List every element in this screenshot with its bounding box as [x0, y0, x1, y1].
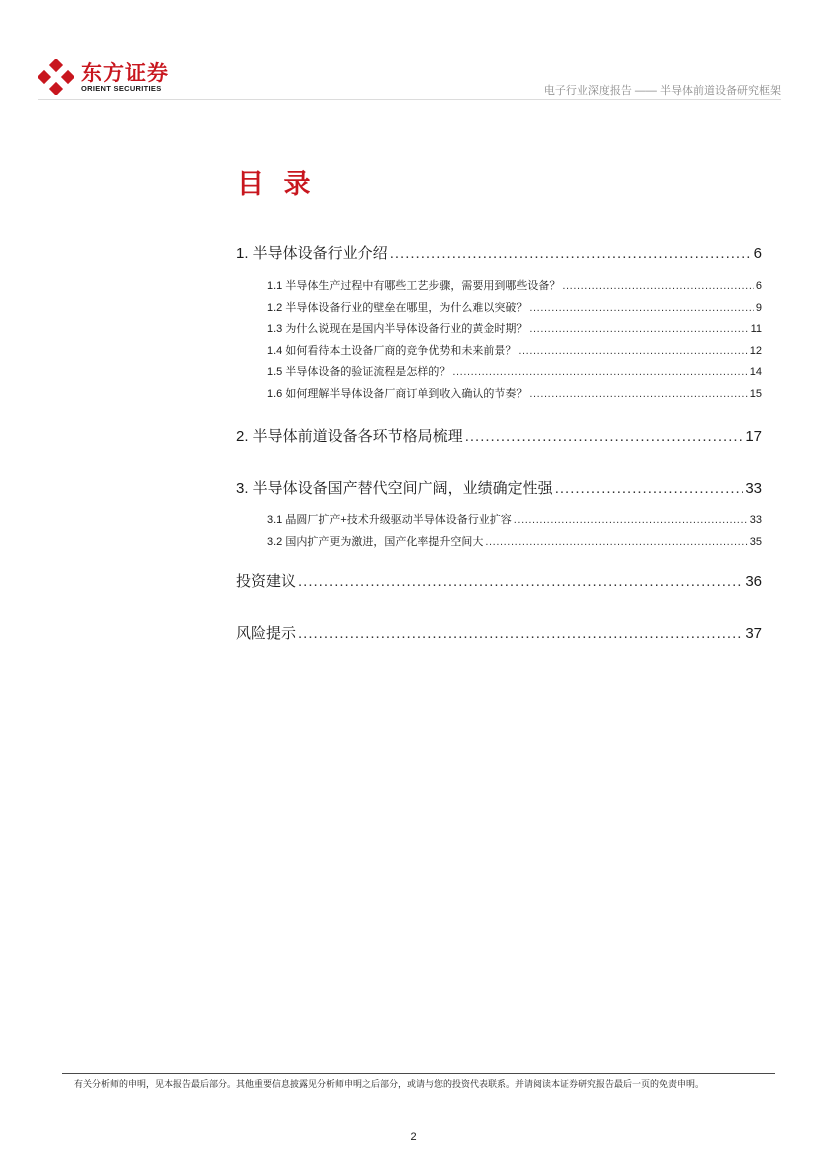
toc-page-number: 12	[749, 345, 762, 357]
toc-entry-1-3[interactable]	[267, 320, 762, 336]
header-divider	[38, 99, 781, 100]
toc-leader	[452, 366, 747, 378]
toc-entry-text: 1.1 半导体生产过程中有哪些工艺步骤，需要用到哪些设备？	[267, 280, 561, 292]
toc-entry-risk-warning[interactable]	[236, 622, 762, 643]
toc-entry-3[interactable]	[236, 477, 762, 498]
toc-entry-3-1[interactable]	[267, 511, 762, 527]
toc-entry-text: 1.6 如何理解半导体设备厂商订单到收入确认的节奏？	[267, 388, 528, 400]
toc-entry-text: 2. 半导体前道设备各环节格局梳理	[236, 428, 463, 445]
toc-entry-text: 3.1 晶圆厂扩产+技术升级驱动半导体设备行业扩容	[267, 514, 512, 526]
toc-entry-text: 3.2 国内扩产更为激进，国产化率提升空间大	[267, 536, 484, 548]
toc-leader	[298, 573, 743, 590]
toc-page-number: 9	[755, 302, 762, 314]
toc-entry-1-2[interactable]	[267, 299, 762, 315]
toc-entry-3-2[interactable]	[267, 533, 762, 549]
logo-english-name: ORIENT SECURITIES	[81, 84, 162, 93]
toc-heading: 目 录	[237, 169, 317, 199]
toc-entry-text: 3. 半导体设备国产替代空间广阔，业绩确定性强	[236, 480, 553, 497]
footer-disclaimer: 有关分析师的申明，见本报告最后部分。其他重要信息披露见分析师申明之后部分，或请与您的投资代表联系。并请阅读本证券研究报告最后一页的免责申明。	[74, 1079, 705, 1089]
toc-page-number: 14	[749, 366, 762, 378]
toc-entry-text: 1.5 半导体设备的验证流程是怎样的？	[267, 366, 451, 378]
company-logo	[38, 57, 178, 97]
report-title: 电子行业深度报告 —— 半导体前道设备研究框架	[543, 85, 781, 97]
toc-page-number: 35	[749, 536, 762, 548]
toc-leader	[529, 323, 748, 335]
toc-entry-text: 1.3 为什么说现在是国内半导体设备行业的黄金时期？	[267, 323, 528, 335]
toc-page-number: 33	[745, 480, 762, 497]
toc-page-number: 6	[753, 245, 762, 262]
toc-entry-2[interactable]	[236, 425, 762, 446]
toc-entry-1-6[interactable]	[267, 385, 762, 401]
toc-leader	[529, 302, 754, 314]
toc-page-number: 17	[745, 428, 762, 445]
logo-chinese-name: 东方证券	[81, 62, 169, 85]
toc-entry-1-5[interactable]	[267, 363, 762, 379]
toc-entry-text: 1.2 半导体设备行业的壁垒在哪里，为什么难以突破？	[267, 302, 528, 314]
toc-entry-investment-advice[interactable]	[236, 570, 762, 591]
toc-entry-text: 1. 半导体设备行业介绍	[236, 245, 388, 262]
toc-leader	[298, 625, 743, 642]
toc-entry-text: 投资建议	[236, 573, 297, 590]
toc-page-number: 33	[749, 514, 762, 526]
orient-securities-logo-icon	[38, 59, 74, 95]
toc-leader	[390, 245, 752, 262]
toc-entry-text: 1.4 如何看待本土设备厂商的竞争优势和未来前景？	[267, 345, 517, 357]
toc-leader	[465, 428, 744, 445]
toc-page-number: 11	[750, 323, 762, 335]
toc-page-number: 37	[745, 625, 762, 642]
toc-entry-1-1[interactable]	[267, 277, 762, 293]
toc-entry-text: 风险提示	[236, 625, 297, 642]
toc-page-number: 36	[745, 573, 762, 590]
page-number: 2	[410, 1131, 417, 1143]
toc-page-number: 6	[755, 280, 762, 292]
toc-leader	[518, 345, 747, 357]
toc-leader	[562, 280, 754, 292]
toc-entry-1-4[interactable]	[267, 342, 762, 358]
toc-leader	[514, 514, 748, 526]
footer-divider	[62, 1073, 775, 1074]
toc-page-number: 15	[749, 388, 762, 400]
toc-leader	[485, 536, 747, 548]
toc-leader	[555, 480, 744, 497]
toc-entry-1[interactable]	[236, 242, 762, 263]
toc-leader	[529, 388, 747, 400]
